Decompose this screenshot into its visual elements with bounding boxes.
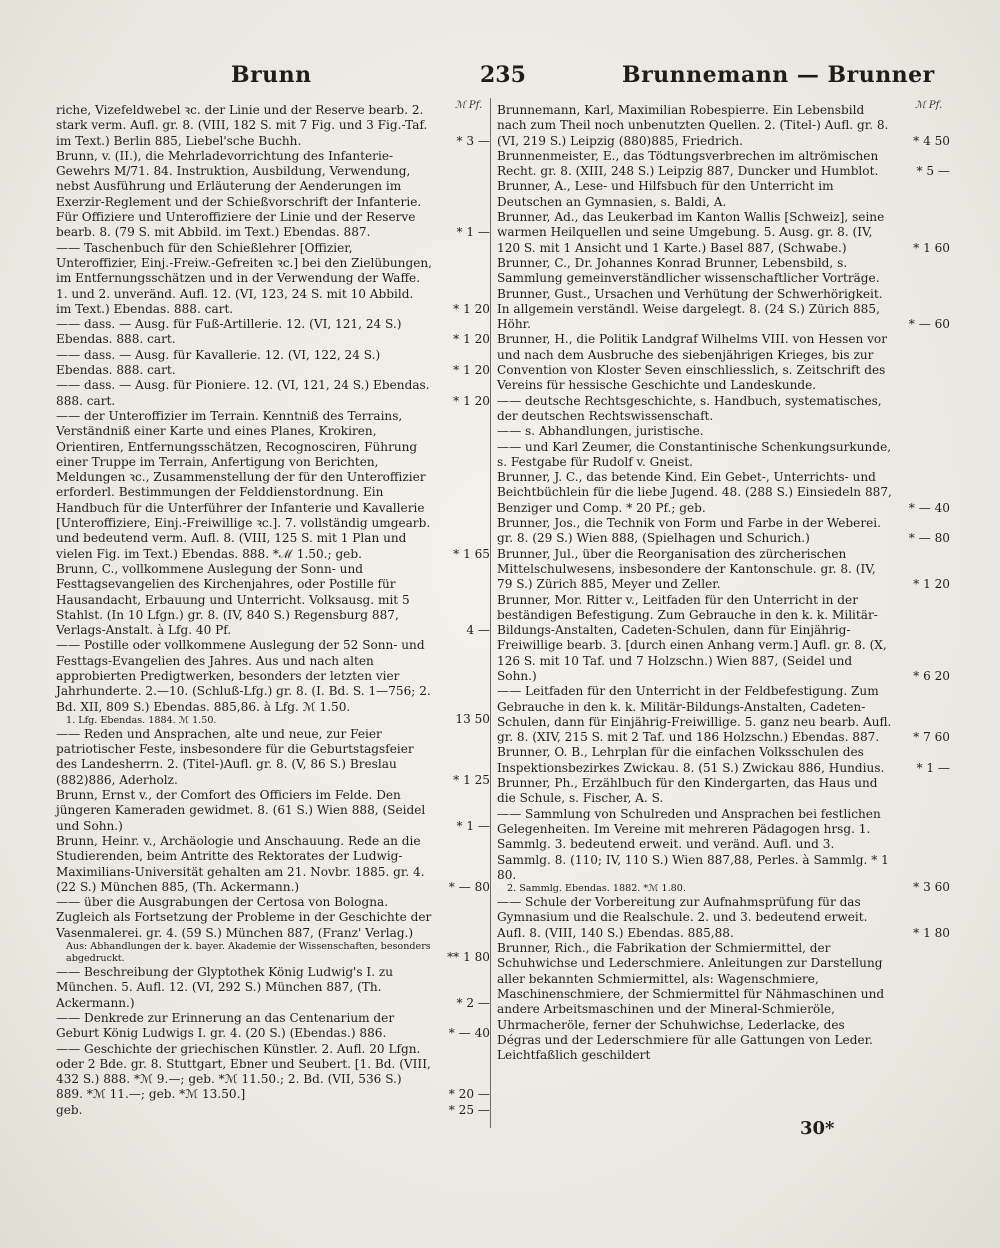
entry-price: * 7 60: [913, 730, 950, 745]
entry-price: * 1 —: [916, 760, 950, 775]
page-number: 235: [480, 62, 526, 88]
entry-text: —— dass. — Ausg. für Kavallerie. 12. (VI, 122, 24 S.) Ebendas. 888. cart.: [56, 347, 381, 378]
entry-text: Brunner, Ad., das Leukerbad im Kanton Wallis [Schweiz], seine warmen Heilquellen und seine Umgebung. 5. Ausg. gr. 8. (IV, 120 S. mit 1 Ansicht und 1 Karte.) Basel 887, (Schwabe.): [497, 210, 885, 255]
entry-note: 1. Lfg. Ebendas. 1884. ℳ 1.50.: [66, 714, 217, 726]
entry-price: * — 40: [908, 500, 950, 515]
entry-price: * 4 50: [913, 133, 950, 148]
entry-price: * 20 —: [448, 1087, 490, 1102]
bibliography-entry: [56, 834, 490, 895]
entry-text: —— Reden und Ansprachen, alte und neue, zur Feier patriotischer Feste, insbesondere für die Geburtstagsfeier des Landesherrn. 2. (Titel-)Aufl. gr. 8. (V, 86 S.) Breslau (882)886, Aderholz.: [56, 726, 414, 787]
entry-text: Brunnenmeister, E., das Tödtungsverbrechen im altrömischen Recht. gr. 8. (XIII, 248 S.) Leipzig 887, Duncker und Humblot.: [497, 148, 879, 179]
bibliography-entry: [56, 1103, 490, 1118]
entry-text: Brunn, Heinr. v., Archäologie und Anschauung. Rede an die Studierenden, beim Antritte des Rektorates der Ludwig-Maximilians-Universität gehalten am 21. Novbr. 1885. gr. 4. (22 S.) München 885, (Th. Ackermann.): [56, 833, 425, 894]
entry-text: Brunner, J. C., das betende Kind. Ein Gebet-, Unterrichts- und Beichtbüchlein für die liebe Jugend. 48. (288 S.) Einsiedeln 887, Benziger und Comp. * 20 Pf.; geb.: [497, 470, 892, 515]
entry-text: —— Denkrede zur Erinnerung an das Centenarium der Geburt König Ludwigs I. gr. 4. (20 S.) (Ebendas.) 886.: [56, 1010, 395, 1041]
bibliography-entry: [497, 470, 950, 516]
entry-text: Brunner, Rich., die Fabrikation der Schmiermittel, der Schuhwichse und Lederschmiere. Anleitungen zur Darstellung aller bekannten Schmiermittel, als: Wagenschmiere, Maschinenschmiere, der Schmiermittel für Nähmaschinen und andere Arbeitsmaschinen und der Mineral-Schmieröle, Uhrmacheröle, ferner der Schuhwichse, Lederlacke, des Dégras und der Lederschmiere für alle Gattungen von Leder. Leichtfaßlich geschildert: [497, 941, 885, 1063]
entry-price: * — 80: [908, 531, 950, 546]
bibliography-entry: [497, 149, 950, 180]
entry-text: —— dass. — Ausg. für Pioniere. 12. (VI, 121, 24 S.) Ebendas. 888. cart.: [56, 378, 430, 408]
bibliography-entry: [56, 348, 490, 379]
bibliography-entry: [56, 965, 490, 1011]
entry-price: * 1 25: [453, 772, 490, 787]
entry-note: Aus: Abhandlungen der k. bayer. Akademie der Wissenschaften, besonders abgedruckt.: [66, 941, 431, 965]
entry-text: —— dass. — Ausg. für Fuß-Artillerie. 12. (VI, 121, 24 S.) Ebendas. 888. cart.: [56, 317, 402, 347]
entry-price: * 1 —: [456, 818, 490, 833]
bibliography-entry: [497, 593, 950, 685]
bibliography-entry: [56, 317, 490, 348]
bibliography-entry: [497, 287, 950, 333]
right-column: [497, 103, 950, 1063]
entry-price: 13 50: [455, 711, 490, 726]
bibliography-entry: [56, 103, 490, 149]
entry-text: Brunner, Ph., Erzählbuch für den Kindergarten, das Haus und die Schule, s. Fischer, A. S.: [497, 776, 878, 806]
entry-note: 2. Sammlg. Ebendas. 1882. *ℳ 1.80.: [507, 883, 686, 895]
entry-text: —— Geschichte der griechischen Künstler. 2. Aufl. 20 Lfgn. oder 2 Bde. gr. 8. Stuttgart, Ebner und Seubert. [1. Bd. (VIII, 432 S.) 888. *ℳ 9.—; geb. *ℳ 11.50.; 2. Bd. (VII, 536 S.) 889. *ℳ 11.—; geb. *ℳ 13.50.]: [56, 1041, 431, 1102]
bibliography-entry: [497, 895, 950, 941]
entry-text: Brunner, Jul., über die Reorganisation des zürcherischen Mittelschulwesens, insbesondere der Kantonschule. gr. 8. (IV, 79 S.) Zürich 885, Meyer und Zeller.: [497, 546, 876, 592]
entry-text: Brunn, Ernst v., der Comfort des Officiers im Felde. Den jüngeren Kameraden gewidmet. 8. (61 S.) Wien 888, (Seidel und Sohn.): [56, 788, 426, 833]
entry-text: —— über die Ausgrabungen der Certosa von Bologna. Zugleich als Fortsetzung der Probleme in der Geschichte der Vasenmalerei. gr. 4. (59 S.) München 887, (Franz' Verlag.): [56, 895, 432, 940]
entry-price: * — 80: [448, 879, 490, 894]
entry-text: Brunner, Gust., Ursachen und Verhütung der Schwerhörigkeit. In allgemein verständl. Weise dargelegt. 8. (24 S.) Zürich 885, Höhr.: [497, 286, 883, 332]
entry-price: 4 —: [466, 623, 490, 638]
bibliography-entry: [497, 332, 950, 393]
bibliography-entry: [497, 394, 950, 425]
entry-price: * 1 65: [453, 546, 490, 561]
page-header: [56, 62, 950, 96]
entry-price: * 1 —: [456, 225, 490, 240]
entry-price: * 1 20: [453, 332, 490, 347]
entry-text: geb.: [56, 1102, 83, 1117]
entry-price: * 1 60: [913, 240, 950, 255]
left-column: [56, 103, 490, 1118]
bibliography-entry: [497, 807, 950, 895]
entry-text: Brunner, C., Dr. Johannes Konrad Brunner, Lebensbild, s. Sammlung gemeinverständlicher wissenschaftlicher Vorträge.: [497, 255, 880, 286]
bibliography-entry: [56, 149, 490, 241]
entry-text: —— Beschreibung der Glyptothek König Ludwig's I. zu München. 5. Aufl. 12. (VI, 292 S.) München 887, (Th. Ackermann.): [56, 965, 394, 1010]
bibliography-entry: [56, 1011, 490, 1042]
entry-price: * 1 20: [453, 393, 490, 408]
entry-text: Brunner, O. B., Lehrplan für die einfachen Volksschulen des Inspektionsbezirkes Zwickau. 8. (51 S.) Zwickau 886, Hundius.: [497, 745, 885, 775]
entry-text: —— und Karl Zeumer, die Constantinische Schenkungsurkunde, s. Festgabe für Rudolf v. Gneist.: [497, 439, 892, 469]
entry-price: * — 60: [908, 317, 950, 332]
entry-text: —— Postille oder vollkommene Auslegung der 52 Sonn- und Festtags-Evangelien des Jahres. Aus und nach alten approbierten Predigtwerken, besonders der letzten vier Jahrhunderte. 2.—10. (Schluß-Lfg.) gr. 8. (I. Bd. S. 1—756; 2. Bd. XII, 809 S.) Ebendas. 885,86. à Lfg. ℳ 1.50.: [56, 638, 431, 714]
bibliography-entry: [56, 788, 490, 834]
signature-mark: 30*: [800, 1118, 835, 1139]
bibliography-entry: [56, 562, 490, 638]
currency-label-right: ℳ Pf.: [915, 100, 943, 111]
bibliography-entry: [56, 727, 490, 788]
entry-price: * 1 80: [913, 925, 950, 940]
bibliography-entry: [497, 941, 950, 1063]
bibliography-entry: [56, 1042, 490, 1103]
entry-text: Brunnemann, Karl, Maximilian Robespierre. Ein Lebensbild nach zum Theil noch unbenutzten Quellen. 2. (Titel-) Aufl. gr. 8. (VI, 219 S.) Leipzig (880)885, Friedrich.: [497, 103, 889, 148]
bibliography-entry: [497, 440, 950, 471]
entry-text: —— s. Abhandlungen, juristische.: [497, 424, 704, 439]
header-right-keyword: Brunnemann — Brunner: [622, 62, 935, 88]
entry-text: riche, Vizefeldwebel ꝛc. der Linie und der Reserve bearb. 2. stark verm. Aufl. gr. 8. (VIII, 182 S. mit 7 Fig. und 3 Fig.-Taf. im Text.) Berlin 885, Liebel'sche Buchh.: [56, 103, 428, 148]
entry-text: Brunner, A., Lese- und Hilfsbuch für den Unterricht im Deutschen an Gymnasien, s. Baldi, A.: [497, 179, 834, 209]
entry-text: Brunner, H., die Politik Landgraf Wilhelms VIII. von Hessen vor und nach dem Ausbruche des siebenjährigen Krieges, bis zur Convention von Kloster Seven einschliesslich, s. Zeitschrift des Vereins für hessische Geschichte und Landeskunde.: [497, 332, 887, 393]
bibliography-entry: [497, 745, 950, 776]
entry-price: * 1 20: [453, 301, 490, 316]
column-divider: [490, 98, 491, 1128]
bibliography-entry: [56, 638, 490, 726]
entry-price: * 1 20: [453, 363, 490, 378]
bibliography-entry: [56, 895, 490, 965]
bibliography-entry: [497, 256, 950, 287]
bibliography-entry: [56, 241, 490, 317]
bibliography-entry: [497, 684, 950, 745]
bibliography-entry: [497, 516, 950, 547]
entry-price: * 3 —: [456, 133, 490, 148]
bibliography-entry: [497, 776, 950, 807]
entry-price: * 3 60: [913, 879, 950, 894]
bibliography-entry: [56, 409, 490, 562]
entry-text: Brunn, C., vollkommene Auslegung der Sonn- und Festtagsevangelien des Kirchenjahres, oder Postille für Hausandacht, Erbauung und Unterricht. Volksausg. mit 5 Stahlst. (In 10 Lfgn.) gr. 8. (IV, 840 S.) Regensburg 887, Verlags-Anstalt. à Lfg. 40 Pf.: [56, 561, 410, 638]
entry-text: Brunner, Jos., die Technik von Form und Farbe in der Weberei. gr. 8. (29 S.) Wien 888, (Spielhagen und Schurich.): [497, 516, 881, 546]
entry-text: —— deutsche Rechtsgeschichte, s. Handbuch, systematisches, der deutschen Rechtswissenschaft.: [497, 393, 882, 423]
header-left-keyword: Brunn: [231, 62, 312, 88]
bibliography-entry: [497, 547, 950, 593]
entry-text: —— Taschenbuch für den Schießlehrer [Offizier, Unteroffizier, Einj.-Freiw.-Gefreiten ꝛc.] bei den Zielübungen, im Entfernungsschätzen und in der Verwendung der Waffe. 1. und 2. unveränd. Aufl. 12. (VI, 123, 24 S. mit 10 Abbild. im Text.) Ebendas. 888. cart.: [56, 240, 433, 316]
bibliography-entry: [497, 103, 950, 149]
entry-text: Brunner, Mor. Ritter v., Leitfaden für den Unterricht in der beständigen Befestigung. Zum Gebrauche in den k. k. Militär-Bildungs-Anstalten, Cadeten-Schulen, dann für Einjährig-Freiwillige bearb. 3. [durch einen Anhang verm.] Aufl. gr. 8. (X, 126 S. mit 10 Taf. und 7 Holzschn.) Wien 887, (Seidel und Sohn.): [497, 592, 887, 683]
entry-text: —— Leitfaden für den Unterricht in der Feldbefestigung. Zum Gebrauche in den k. k. Militär-Bildungs-Anstalten, Cadeten-Schulen, dann für Einjährig-Freiwillige. 5. ganz neu bearb. Aufl. gr. 8. (XIV, 215 S. mit 2 Taf. und 186 Holzschn.) Ebendas. 887.: [497, 684, 892, 745]
entry-price: * 25 —: [448, 1102, 490, 1117]
entry-price: * 1 20: [913, 577, 950, 592]
entry-price: * 2 —: [456, 995, 490, 1010]
entry-text: Brunn, v. (II.), die Mehrladevorrichtung des Infanterie-Gewehrs M/71. 84. Instruktion, Ausbildung, Verwendung, nebst Ausführung und Erläuterung der Aenderungen im Exerzir-Reglement und der Schießvorschrift der Infanterie. Für Offiziere und Unteroffiziere der Linie und der Reserve bearb. 8. (79 S. mit Abbild. im Text.) Ebendas. 887.: [56, 148, 422, 240]
bibliography-entry: [56, 378, 490, 409]
entry-text: —— der Unteroffizier im Terrain. Kenntniß des Terrains, Verständniß einer Karte und eines Planes, Krokiren, Orientiren, Entfernungsschätzen, Recognosciren, Führung einer Truppe im Terrain, Anfertigung von Berichten, Meldungen ꝛc., Zusammenstellung der für den Unteroffizier erforderl. Bestimmungen der Felddienstordnung. Ein Handbuch für die Unterführer der Infanterie und Kavallerie [Unteroffiziere, Einj.-Freiwillige ꝛc.]. 7. vollständig umgearb. und bedeutend verm. Aufl. 8. (VIII, 125 S. mit 1 Plan und vielen Fig. im Text.) Ebendas. 888. *ℳ 1.50.; geb.: [56, 408, 431, 561]
entry-price: * 6 20: [913, 668, 950, 683]
bibliography-entry: [497, 179, 950, 210]
currency-label-left: ℳ Pf.: [455, 100, 483, 111]
entry-text: —— Sammlung von Schulreden und Ansprachen bei festlichen Gelegenheiten. Im Vereine mit mehreren Pädagogen hrsg. 1. Sammlg. 3. bedeutend erweit. und veränd. Aufl. und 3. Sammlg. 8. (110; IV, 110 S.) Wien 887,88, Perles. à Sammlg. * 1 80.: [497, 806, 889, 882]
entry-price: * — 40: [448, 1026, 490, 1041]
entry-text: —— Schule der Vorbereitung zur Aufnahmsprüfung für das Gymnasium und die Realschule. 2. und 3. bedeutend erweit. Aufl. 8. (VIII, 140 S.) Ebendas. 885,88.: [497, 895, 868, 940]
entry-price: ** 1 80: [447, 949, 490, 964]
bibliography-entry: [497, 424, 950, 439]
bibliography-entry: [497, 210, 950, 256]
entry-price: * 5 —: [916, 164, 950, 179]
